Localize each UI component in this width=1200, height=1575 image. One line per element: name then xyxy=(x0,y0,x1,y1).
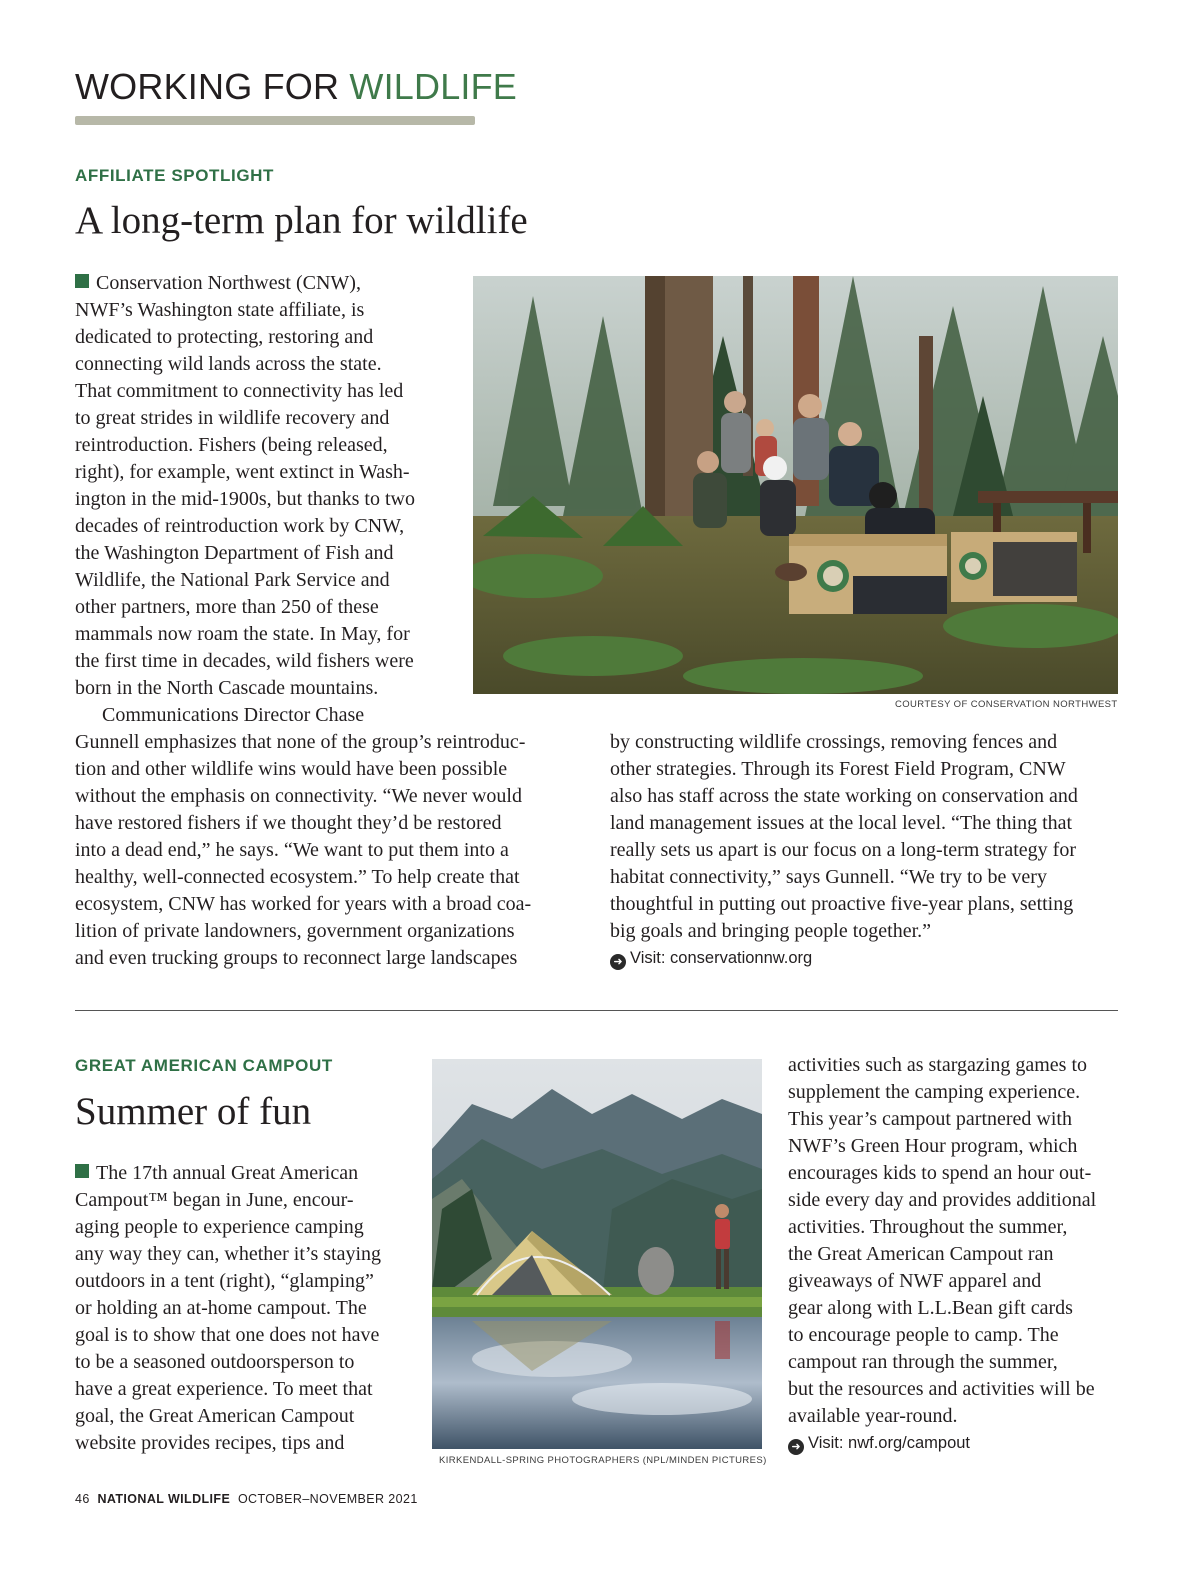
article2-photo-campsite xyxy=(432,1059,762,1449)
article2-col1-line: any way they can, whether it’s staying xyxy=(75,1243,382,1265)
article1-headline: A long-term plan for wildlife xyxy=(75,199,528,242)
article1-col1-line: lition of private landowners, government organizations xyxy=(75,920,515,942)
article1-col1-line: NWF’s Washington state affiliate, is xyxy=(75,299,365,321)
mountain-campsite-illustration xyxy=(432,1059,762,1449)
article1-col1-line-0: Conservation Northwest (CNW), xyxy=(75,270,465,297)
article1-col1-line: to great strides in wildlife recovery and xyxy=(75,407,390,429)
article2-col2-line: This year’s campout partnered with xyxy=(788,1108,1072,1130)
article2-headline: Summer of fun xyxy=(75,1090,312,1133)
article1-col1-line: Gunnell emphasizes that none of the group’s reintroduc- xyxy=(75,731,526,753)
bullet-square-icon xyxy=(75,274,89,288)
article1-col1-line: and even trucking groups to reconnect large landscapes xyxy=(75,947,518,969)
article1-col2-line: habitat connectivity,” says Gunnell. “We try to be very xyxy=(610,866,1047,888)
article1-col1-line: without the emphasis on connectivity. “We never would xyxy=(75,785,522,807)
article2-col2-line: to encourage people to camp. The xyxy=(788,1324,1059,1346)
article1-col1-line: mammals now roam the state. In May, for xyxy=(75,623,410,645)
page-number: 46 xyxy=(75,1492,90,1506)
article1-col1-line: other partners, more than 250 of these xyxy=(75,596,379,618)
section-title-rule xyxy=(75,116,475,125)
article1-col1-line: have restored fishers if we thought they’d be restored xyxy=(75,812,502,834)
article2-col2-line: but the resources and activities will be xyxy=(788,1378,1095,1400)
article2-col2-line: encourages kids to spend an hour out- xyxy=(788,1162,1092,1184)
article2-col1-line: goal, the Great American Campout xyxy=(75,1405,355,1427)
article1-col1-line: the Washington Department of Fish and xyxy=(75,542,394,564)
article1-col1-line: decades of reintroduction work by CNW, xyxy=(75,515,405,537)
article2-col1-line: Campout™ began in June, encour- xyxy=(75,1189,354,1211)
article2-col2-line: the Great American Campout ran xyxy=(788,1243,1054,1265)
article2-col1-line: goal is to show that one does not have xyxy=(75,1324,380,1346)
article2-column2 xyxy=(788,1052,1118,1430)
magazine-name: NATIONAL WILDLIFE xyxy=(97,1492,231,1506)
article1-col1-line: healthy, well-connected ecosystem.” To help create that xyxy=(75,866,520,888)
article2-col1-line: or holding an at-home campout. The xyxy=(75,1297,367,1319)
article2-col2-line: available year-round. xyxy=(788,1405,958,1427)
article2-col1-line-0: The 17th annual Great American xyxy=(75,1160,410,1187)
issue-date: OCTOBER–NOVEMBER 2021 xyxy=(237,1492,418,1506)
article2-col1-line: to be a seasoned outdoorsperson to xyxy=(75,1351,355,1373)
article1-col1-line: That commitment to connectivity has led xyxy=(75,380,404,402)
article1-col1-line: dedicated to protecting, restoring and xyxy=(75,326,374,348)
bullet-square-icon xyxy=(75,1164,89,1178)
article1-col1-line: reintroduction. Fishers (being released, xyxy=(75,434,388,456)
article1-photo-credit: COURTESY OF CONSERVATION NORTHWEST xyxy=(895,699,1118,710)
page-folio xyxy=(75,1492,418,1506)
article1-kicker: AFFILIATE SPOTLIGHT xyxy=(75,166,275,185)
article2-visit-link[interactable]: ➜ Visit: nwf.org/campout xyxy=(788,1434,970,1455)
section-title-highlight: WILDLIFE xyxy=(349,66,518,107)
article2-col2-line: activities such as stargazing games to xyxy=(788,1054,1087,1076)
article1-col2-line: also has staff across the state working on conservation and xyxy=(610,785,1078,807)
article2-col2-line: giveaways of NWF apparel and xyxy=(788,1270,1042,1292)
article2-kicker: GREAT AMERICAN CAMPOUT xyxy=(75,1056,333,1075)
article2-col2-line: activities. Throughout the summer, xyxy=(788,1216,1068,1238)
article1-column2 xyxy=(610,729,1120,945)
article1-visit-link[interactable]: ➜ Visit: conservationnw.org xyxy=(610,949,812,970)
article1-col2-line: really sets us apart is our focus on a long-term strategy for xyxy=(610,839,1076,861)
article2-col2-line: gear along with L.L.Bean gift cards xyxy=(788,1297,1073,1319)
article1-col1-line: connecting wild lands across the state. xyxy=(75,353,382,375)
section-title-prefix: WORKING FOR xyxy=(75,66,340,107)
article2-col1-line: outdoors in a tent (right), “glamping” xyxy=(75,1270,374,1292)
article1-col1-line: Wildlife, the National Park Service and xyxy=(75,569,390,591)
article1-col2-line: big goals and bringing people together.” xyxy=(610,920,932,942)
article1-col1-line: born in the North Cascade mountains. xyxy=(75,677,379,699)
article-divider xyxy=(75,1010,1118,1011)
arrow-right-circle-icon: ➜ xyxy=(610,954,626,970)
article2-col2-line: supplement the camping experience. xyxy=(788,1081,1081,1103)
article1-col1-para2-first: Communications Director Chase xyxy=(102,704,365,726)
article2-col2-line: NWF’s Green Hour program, which xyxy=(788,1135,1078,1157)
article1-col1-line: the first time in decades, wild fishers were xyxy=(75,650,414,672)
article1-col2-line: other strategies. Through its Forest Field Program, CNW xyxy=(610,758,1066,780)
article2-col2-line: side every day and provides additional xyxy=(788,1189,1097,1211)
article2-col1-line: aging people to experience camping xyxy=(75,1216,364,1238)
article2-photo-credit: KIRKENDALL-SPRING PHOTOGRAPHERS (NPL/MINDEN PICTURES) xyxy=(439,1455,767,1466)
article1-col2-line: land management issues at the local level. “The thing that xyxy=(610,812,1073,834)
article2-col1-line: have a great experience. To meet that xyxy=(75,1378,373,1400)
article2-col2-line: campout ran through the summer, xyxy=(788,1351,1058,1373)
article1-col1-line: ecosystem, CNW has worked for years with a broad coa- xyxy=(75,893,532,915)
article1-column1 xyxy=(75,270,532,972)
section-title xyxy=(75,66,517,108)
article1-col1-line: into a dead end,” he says. “We want to put them into a xyxy=(75,839,509,861)
article1-col1-line: ington in the mid-1900s, but thanks to two xyxy=(75,488,415,510)
article1-col2-line: by constructing wildlife crossings, removing fences and xyxy=(610,731,1058,753)
article2-col1-line: website provides recipes, tips and xyxy=(75,1432,345,1454)
article2-column1 xyxy=(75,1160,410,1457)
article1-col1-line: right), for example, went extinct in Wash- xyxy=(75,461,410,483)
arrow-right-circle-icon: ➜ xyxy=(788,1439,804,1455)
forest-release-illustration xyxy=(473,276,1118,694)
article1-col1-line: tion and other wildlife wins would have been possible xyxy=(75,758,508,780)
article1-photo-fisher-release xyxy=(473,276,1118,694)
article1-col2-line: thoughtful in putting out proactive five-year plans, setting xyxy=(610,893,1074,915)
